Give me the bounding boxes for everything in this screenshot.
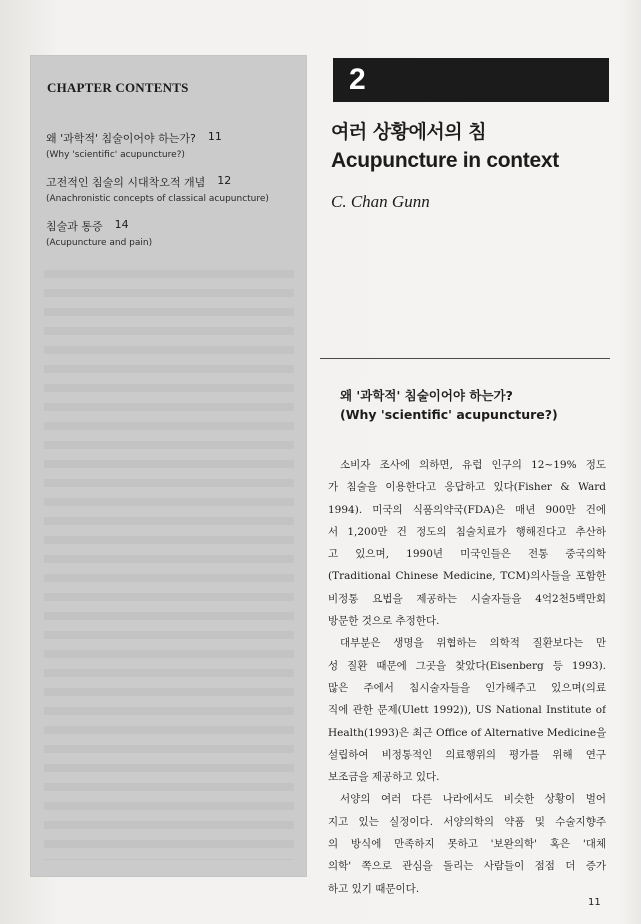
chapter-author: C. Chan Gunn (331, 192, 430, 211)
section-heading-korean: 왜 '과학적' 침술이어야 하는가? (340, 388, 513, 403)
toc-entry-page: 12 (217, 174, 232, 187)
toc-entry-title: 침술과 통증 (46, 220, 103, 233)
toc-entry-subtitle: (Anachronistic concepts of classical acupuncture) (46, 194, 269, 204)
toc-entry-subtitle: (Acupuncture and pain) (46, 238, 153, 248)
bleed-through-texture (44, 270, 294, 860)
chapter-contents-heading: CHAPTER CONTENTS (47, 80, 189, 95)
body-line: 서 1,200만 건 정도의 침술치료가 행해진다고 추산하 (328, 525, 606, 538)
body-line: 서양의 여러 다른 나라에서도 비슷한 상황이 벌어 (340, 793, 606, 806)
toc-entry[interactable] (46, 218, 301, 262)
toc-entry[interactable] (46, 174, 301, 218)
page-number: 11 (588, 897, 601, 908)
body-line: 직에 관한 문제(Ulett 1992)), US National Institute of (328, 704, 606, 717)
body-line: 의 방식에 만족하지 못하고 '보완의학' 혹은 '대체 (328, 838, 606, 851)
body-line: Health(1993)은 최근 Office of Alternative Medicine을 (328, 726, 606, 739)
chapter-number-bar (333, 58, 609, 102)
chapter-number: 2 (349, 63, 366, 96)
body-line: 고 있으며, 1990년 미국인들은 전통 중국의학 (328, 548, 606, 561)
body-line: 가 침술을 이용한다고 응답하고 있다(Fisher & Ward (328, 481, 606, 494)
section-heading-english: (Why 'scientific' acupuncture?) (340, 407, 558, 422)
chapter-title-korean: 여러 상황에서의 침 (331, 121, 487, 143)
body-line: 설립하여 비정통적인 의료행위의 평가를 위해 연구 (328, 748, 606, 761)
body-line: (Traditional Chinese Medicine, TCM)의사들을 포함한 (328, 570, 606, 583)
table-of-contents (46, 130, 301, 262)
body-line: 비정통 요법을 제공하는 시술자들을 4억2천5백만회 (328, 592, 606, 605)
toc-entry-title: 고전적인 침술의 시대착오적 개념 (46, 176, 206, 189)
toc-entry-title: 왜 '과학적' 침술이어야 하는가? (46, 132, 196, 145)
chapter-title-english: Acupuncture in context (331, 149, 559, 172)
body-line: 1994). 미국의 식품의약국(FDA)은 매년 900만 건에 (328, 503, 606, 516)
toc-entry-page: 14 (114, 218, 129, 231)
body-line: 소비자 조사에 의하면, 유럽 인구의 12~19% 정도 (340, 459, 606, 471)
toc-entry-page: 11 (207, 130, 222, 143)
toc-entry-subtitle: (Why 'scientific' acupuncture?) (46, 150, 185, 160)
body-line: 방문한 것으로 추정한다. (328, 615, 440, 628)
body-line: 대부분은 생명을 위협하는 의학적 질환보다는 만 (340, 637, 606, 650)
body-line: 보조금을 제공하고 있다. (328, 771, 440, 784)
body-line: 성 질환 때문에 그곳을 찾았다(Eisenberg 등 1993). (328, 659, 606, 672)
body-text (328, 454, 606, 900)
body-line: 많은 주에서 침시술자들을 인가해주고 있으며(의료 (328, 681, 606, 694)
body-line: 의학' 쪽으로 관심을 돌리는 사람들이 점점 더 증가 (328, 860, 606, 873)
section-divider (320, 358, 610, 359)
body-line: 지고 있는 실정이다. 서양의학의 약품 및 수술지향주 (328, 815, 606, 828)
body-line: 하고 있기 때문이다. (328, 882, 420, 895)
toc-entry[interactable] (46, 130, 301, 174)
